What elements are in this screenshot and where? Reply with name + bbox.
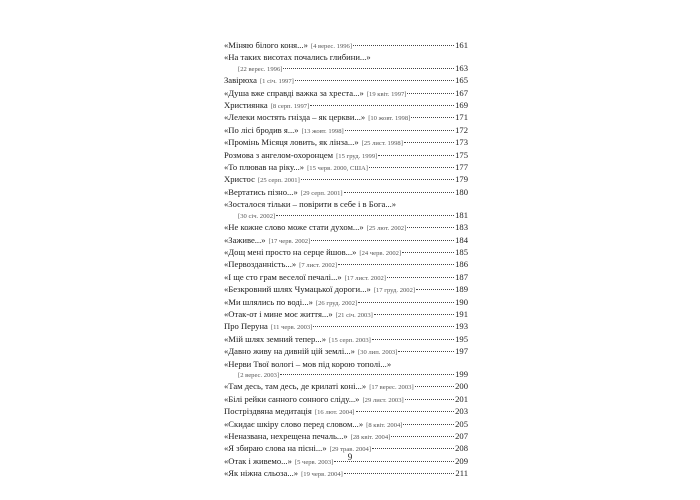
toc-entry-page: 184 (455, 234, 468, 245)
toc-entry-date: [30 січ. 2002] (238, 212, 276, 220)
toc-entry-title: «Ми шлялись по воді...» (224, 296, 313, 307)
toc-entry (224, 468, 468, 480)
toc-dot-leader (387, 277, 454, 278)
toc-dot-leader (415, 386, 454, 387)
toc-dot-leader (372, 339, 454, 340)
toc-entry (224, 187, 468, 199)
toc-entry-title: Розмова з ангелом-охоронцем (224, 149, 334, 160)
toc-entry-title: «Промінь Місяця ловить, як лінза...» (224, 137, 359, 148)
toc-dot-leader (344, 192, 454, 193)
toc-entry-title: «Отак і живемо...» (224, 455, 292, 466)
toc-entry-title: «Безкровний шлях Чумацької дороги...» (224, 284, 371, 295)
toc-entry-title: Християнка (224, 100, 268, 111)
toc-entry-page: 181 (455, 209, 468, 220)
toc-dot-leader (353, 45, 454, 46)
toc-entry-page: 172 (455, 124, 468, 135)
toc-entry-date: [4 верес. 1996] (310, 43, 353, 50)
toc-dot-leader (344, 473, 455, 474)
toc-entry-page: 208 (455, 443, 468, 454)
toc-entry-title: «Мій шлях земний тепер...» (224, 333, 326, 344)
toc-entry (224, 309, 468, 321)
toc-entry-title: Завірюха (224, 75, 257, 86)
toc-entry-title: «Заживе...» (224, 234, 266, 245)
toc-dot-leader (374, 314, 454, 315)
toc-dot-leader (358, 302, 454, 303)
toc-dot-leader (404, 142, 454, 143)
toc-entry (224, 222, 468, 234)
toc-entry-page: 193 (455, 321, 468, 332)
toc-entry-page: 161 (455, 40, 468, 50)
toc-entry (224, 297, 468, 309)
toc-entry (224, 259, 468, 271)
toc-entry-date: [17 черв. 2002] (268, 237, 311, 245)
toc-dot-leader (378, 155, 454, 156)
toc-entry-page: 171 (455, 112, 468, 123)
toc-entry-title: «Там десь, там десь, де крилаті коні...» (224, 381, 367, 392)
toc-entry (224, 137, 468, 149)
toc-entry-title: «Не кожне слово може стати духом...» (224, 222, 364, 233)
toc-entry-title: «Отак-от і мине моє життя...» (224, 308, 333, 319)
toc-entry-title: «Душа вже справді важка за хреста...» (224, 87, 364, 98)
toc-dot-leader (283, 68, 454, 69)
toc-entry (224, 394, 468, 406)
toc-dot-leader (407, 227, 454, 228)
toc-entry-date: [15 черв. 2000, США] (307, 165, 368, 173)
toc-entry-title: «По лісі бродив я...» (224, 124, 299, 135)
toc-entry-page: 185 (455, 246, 468, 257)
toc-entry (224, 321, 468, 333)
toc-entry (224, 406, 468, 418)
toc-entry-title: «Міняю білого коня...» (224, 40, 308, 50)
toc-dot-leader (369, 167, 454, 168)
toc-entry-date: [11 черв. 2003] (270, 324, 313, 332)
toc-entry-page: 201 (455, 393, 468, 404)
toc-entry-page: 165 (455, 75, 468, 86)
toc-entry (224, 419, 468, 431)
toc-entry (224, 75, 468, 87)
toc-entry (224, 112, 468, 124)
toc-dot-leader (391, 436, 454, 437)
toc-dot-leader (356, 411, 455, 412)
toc-entry-page: 169 (455, 100, 468, 111)
toc-entry-title: «Дощ мені просто на серце йшов...» (224, 246, 357, 257)
toc-entry-page: 175 (455, 149, 468, 160)
toc-dot-leader (372, 448, 454, 449)
toc-entry-page: 205 (455, 418, 468, 429)
toc-entry-date: [25 серп. 2001] (257, 177, 300, 185)
toc-entry-title: «Первозданність...» (224, 259, 297, 270)
toc-entry-title: Про Перуна (224, 321, 268, 332)
toc-entry-date: [30 лип. 2003] (357, 349, 398, 357)
toc-dot-leader (416, 289, 454, 290)
toc-dot-leader (276, 215, 454, 216)
toc-dot-leader (411, 117, 454, 118)
toc-dot-leader (345, 130, 454, 131)
toc-entry (224, 334, 468, 346)
toc-entry (224, 247, 468, 259)
toc-entry-title: «Нерви Твої вологі – мов під корою тополі...» (224, 358, 392, 369)
toc-entry-date: [21 січ. 2003] (335, 311, 373, 319)
toc-entry-title: Христос (224, 174, 255, 185)
toc-entry (224, 346, 468, 358)
toc-entry-date: [15 серп. 2003] (329, 336, 371, 344)
toc-entry-page: 211 (455, 468, 468, 479)
toc-entry (224, 199, 468, 222)
toc-dot-leader (295, 80, 454, 81)
page-number: 9 (347, 452, 353, 462)
toc-entry (224, 431, 468, 443)
toc-dot-leader (407, 93, 454, 94)
toc-dot-leader (398, 351, 454, 352)
toc-entry-date: [13 жовт. 1998] (301, 127, 344, 135)
toc-entry-page: 179 (455, 174, 468, 185)
toc-entry-page: 187 (455, 271, 468, 282)
toc-entry-date: [26 груд. 2002] (315, 299, 358, 307)
toc-entry-date: [15 груд. 1999] (336, 152, 378, 160)
toc-entry-date: [29 лист. 2003] (362, 396, 404, 404)
toc-entry (224, 359, 468, 382)
toc-entry (224, 52, 468, 75)
toc-entry-title: «Вертатись пізно...» (224, 186, 298, 197)
toc-entry (224, 40, 468, 52)
toc-entry-date: [29 трав. 2004] (329, 446, 372, 454)
toc-entry-title: «То плював на ріку...» (224, 162, 305, 173)
toc-entry-date: [17 верес. 2003] (369, 384, 414, 392)
toc-dot-leader (301, 179, 454, 180)
toc-entry-title: «Давно живу на дивній цій землі...» (224, 346, 355, 357)
toc-entry-page: 209 (455, 455, 468, 466)
toc-entry-title: «На таких висотах почались глибини...» (224, 52, 371, 63)
toc-dot-leader (313, 326, 454, 327)
toc-entry-page: 180 (455, 186, 468, 197)
toc-entry (224, 162, 468, 174)
toc-entry-title: «І ще сто грам веселої печалі...» (224, 271, 342, 282)
toc-entry-page: 183 (455, 222, 468, 233)
toc-dot-leader (338, 264, 454, 265)
toc-entry-date: [7 лист. 2002] (299, 262, 338, 270)
table-of-contents (224, 40, 468, 481)
toc-entry-page: 186 (455, 259, 468, 270)
toc-entry-date: [5 черв. 2003] (294, 458, 334, 466)
toc-entry-page: 173 (455, 137, 468, 148)
toc-dot-leader (280, 374, 454, 375)
toc-entry (224, 284, 468, 296)
toc-dot-leader (405, 399, 454, 400)
toc-entry-date: [29 серп. 2001] (300, 189, 343, 197)
toc-entry-date: [17 груд. 2002] (373, 287, 416, 295)
toc-entry-page: 191 (455, 308, 468, 319)
toc-entry-page: 207 (455, 431, 468, 441)
toc-entry-date: [8 квіт. 2004] (366, 421, 403, 429)
toc-entry-date: [10 жовт. 1998] (368, 115, 411, 123)
toc-entry-date: [28 квіт. 2004] (350, 434, 391, 441)
toc-entry-title: «Неназвана, нехрещена печаль...» (224, 431, 348, 441)
toc-entry-date: [24 черв. 2002] (359, 249, 402, 257)
toc-entry-title: «Я збираю слова на пісні...» (224, 443, 327, 454)
toc-entry (224, 272, 468, 284)
toc-dot-leader (403, 424, 454, 425)
toc-dot-leader (310, 105, 454, 106)
toc-entry-date: [22 верес. 1996] (238, 65, 283, 73)
toc-entry (224, 100, 468, 112)
toc-entry-title: «Лелеки мостять гнізда – як церкви...» (224, 112, 366, 123)
toc-entry-page: 199 (455, 368, 468, 379)
toc-entry (224, 150, 468, 162)
toc-entry-date: [2 верес. 2003] (238, 371, 280, 379)
toc-entry-date: [17 лист. 2002] (344, 274, 386, 282)
toc-entry-date: [16 лют. 2004] (314, 409, 355, 417)
toc-entry-page: 167 (455, 87, 468, 98)
toc-entry-date: [8 серп. 1997] (270, 103, 310, 111)
toc-entry-page: 177 (455, 162, 468, 173)
toc-entry-title: «Як ніжна сльоза...» (224, 468, 299, 479)
toc-dot-leader (402, 252, 454, 253)
toc-entry-date: [25 лист. 1998] (361, 140, 403, 148)
toc-entry (224, 235, 468, 247)
toc-entry-page: 197 (455, 346, 468, 357)
toc-entry-page: 195 (455, 333, 468, 344)
toc-entry-date: [19 черв. 2004] (301, 471, 343, 479)
toc-entry-page: 203 (455, 406, 468, 417)
toc-entry-title: Постріздвяна медитація (224, 406, 312, 417)
toc-entry-date: [1 січ. 1997] (259, 78, 294, 86)
toc-entry-title: «Зосталося тільки – повірити в себе і в Бога...» (224, 199, 397, 210)
toc-entry-date: [19 квіт. 1997] (366, 90, 407, 98)
toc-entry-date: [25 лют. 2002] (366, 225, 407, 233)
toc-entry (224, 174, 468, 186)
toc-entry-page: 200 (455, 381, 468, 392)
toc-entry (224, 88, 468, 100)
toc-entry (224, 125, 468, 137)
toc-entry-page: 163 (455, 62, 468, 73)
toc-entry-title: «Скидає шкіру слово перед словом...» (224, 418, 364, 429)
toc-entry-title: «Білі рейки санного сонного сліду...» (224, 393, 360, 404)
toc-dot-leader (311, 240, 454, 241)
toc-entry-page: 190 (455, 296, 468, 307)
toc-entry-page: 189 (455, 284, 468, 295)
toc-entry (224, 381, 468, 393)
